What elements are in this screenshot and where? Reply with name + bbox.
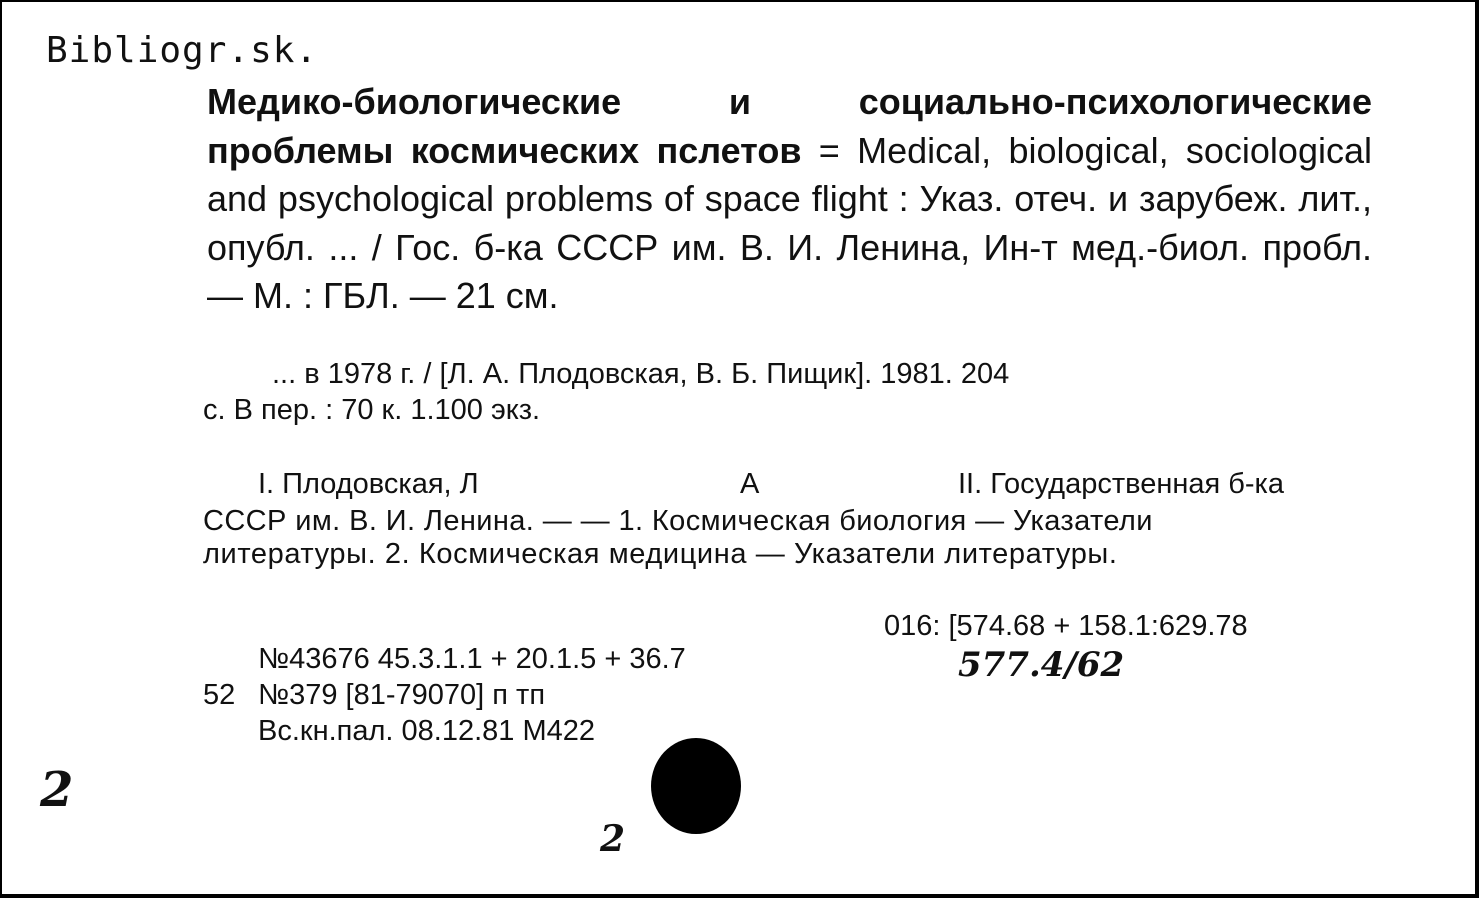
handwritten-mark-bottom: 2 xyxy=(600,818,626,860)
bibliographic-title xyxy=(207,78,1372,321)
handwritten-mark-left: 2 xyxy=(40,762,74,818)
volume-line-2: с. В пер. : 70 к. 1.100 экз. xyxy=(203,394,541,426)
tracing-line-2: СССР им. В. И. Ленина. — — 1. Космическая биология — Указатели xyxy=(203,505,1153,537)
udc-index: 016: [574.68 + 158.1:629.78 xyxy=(884,610,1248,642)
tracing-corporate: II. Государственная б-ка xyxy=(958,468,1284,500)
tracing-line-3: литературы. 2. Космическая медицина — Указатели литературы. xyxy=(203,538,1118,570)
title-rest: = Medical, biological, sociological and psychological problems of space flight : Указ. отеч. и зарубеж. лит., опубл. ... / Гос. б-ка СССР им. В. И. Ленина, Ин-т мед.-биол. пробл. — М. : ГБЛ. — 21 см. xyxy=(207,129,1372,316)
catalog-line-3: Вс.кн.пал. 08.12.81 М422 xyxy=(258,715,596,747)
card-border-bottom xyxy=(0,894,1479,898)
catalog-line-1: №43676 45.3.1.1 + 20.1.5 + 36.7 xyxy=(258,643,686,675)
volume-line-1: ... в 1978 г. / [Л. А. Плодовская, В. Б. Пищик]. 1981. 204 xyxy=(272,358,1010,390)
card-border-top xyxy=(0,0,1479,2)
title-bold: Медико-биологические и социально-психологические проблемы космических пслетов xyxy=(207,81,1372,171)
card-border-left xyxy=(0,0,2,898)
card-border-right xyxy=(1475,0,1479,898)
catalog-line-2-prefix: 52 xyxy=(203,679,236,711)
catalog-line-2: №379 [81-79070] п тп xyxy=(258,679,546,711)
punch-hole xyxy=(651,738,741,834)
handwritten-udc: 577.4/62 xyxy=(958,645,1125,685)
tracing-initial: А xyxy=(740,468,760,500)
card-header: Bibliogr.sk. xyxy=(46,30,319,71)
tracing-personal: I. Плодовская, Л xyxy=(258,468,479,500)
